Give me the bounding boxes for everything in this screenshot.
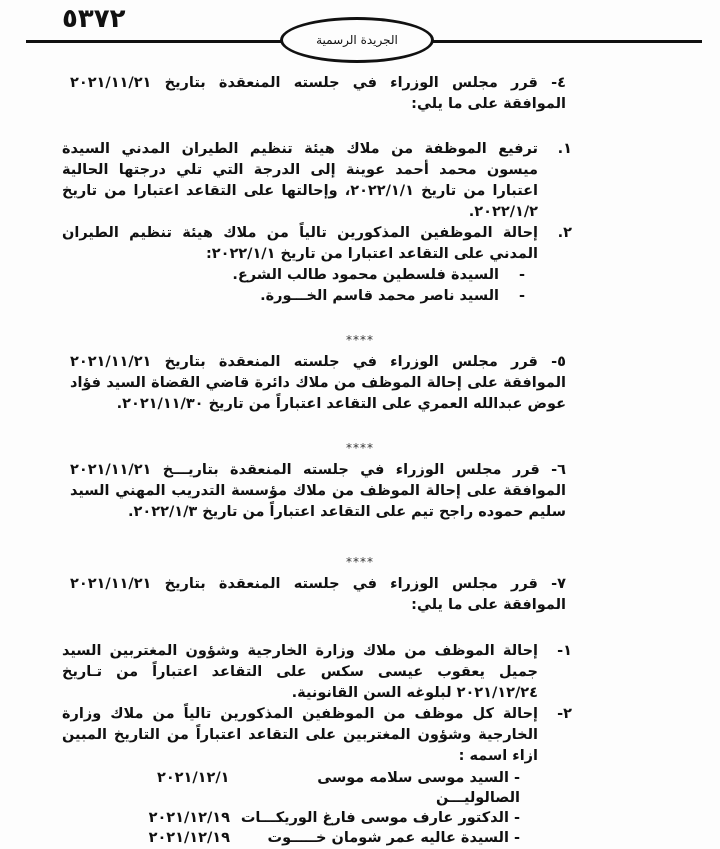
separator: **** [346, 333, 374, 347]
decision-4-item [62, 223, 572, 265]
page-number: ٥٣٧٢ [62, 4, 126, 34]
decision-4-item [62, 139, 572, 223]
item-text: إحالة الموظفين المذكورين تالياً من ملاك هيئة تنظيم الطيران المدني على التقاعد اعتبارا من تاريخ ٢٠٢٢/١/١: [62, 225, 538, 262]
item-text: ترفيع الموظفة من ملاك هيئة تنظيم الطيران المدني السيدة ميسون محمد أحمد عوينة إلى الدرجة التي تلي درجتها الحالية اعتبارا من تاريخ ٢٠٢٢/١/١، وإحالتها على التقاعد اعتبارا من تاريخ ٢٠٢٢/١/٢. [62, 141, 538, 220]
name-date-row [120, 808, 520, 828]
decision-7-item [62, 641, 572, 704]
item-number: ٢- [557, 706, 572, 722]
person-name: - الدكتور عارف موسى فارغ الوريكـــات [240, 810, 520, 826]
item-number: ٢. [557, 225, 572, 241]
decision-6 [70, 460, 566, 523]
decision-7-item [62, 704, 572, 767]
decision-4-intro: ٤- قرر مجلس الوزراء في جلسته المنعقدة بتاريخ ٢٠٢١/١١/٢١ الموافقة على ما يلي: [70, 75, 566, 112]
decision-4-names [232, 265, 525, 307]
name-row: - السيدة فلسطين محمود طالب الشرع. [232, 265, 525, 286]
person-name: - السيدة عاليه عمر شومان خـــــوت [267, 830, 520, 846]
header-rule-right [432, 40, 702, 43]
name-date-row [120, 768, 520, 808]
person-name: السيد ناصر محمد قاسم الخـــورة. [260, 288, 499, 304]
item-text: إحالة الموظف من ملاك وزارة الخارجية وشؤون المغتربين السيد جميل يعقوب عيسى سكس على التقاعد اعتباراً من تـاريخ ٢٠٢١/١٢/٢٤ لبلوغه السن القانونية. [62, 643, 538, 701]
separator: **** [346, 555, 374, 569]
decision-5 [70, 352, 566, 415]
decision-5-text: ٥- قرر مجلس الوزراء في جلسته المنعقدة بتاريخ ٢٠٢١/١١/٢١ الموافقة على إحالة الموظف من ملاك دائرة قاضي القضاة السيد فؤاد عوض عبدالله العمري على التقاعد اعتباراً من تاريخ ٢٠٢١/١١/٣٠. [70, 354, 566, 412]
item-text: إحالة كل موظف من الموظفين المذكورين تالياً من ملاك وزارة الخارجية وشؤون المغتربين على التقاعد اعتباراً من التاريخ المبين ازاء اسمه : [62, 706, 538, 764]
header-rule-left [26, 40, 282, 43]
retirement-date: ٢٠٢١/١٢/١٩ [148, 830, 230, 846]
decision-6-text: ٦- قرر مجلس الوزراء في جلسته المنعقدة بتاريـــخ ٢٠٢١/١١/٢١ الموافقة على إحالة الموظف من ملاك مؤسسة التدريب المهني السيد سليم حموده راجح تيم على التقاعد اعتباراً من تاريخ ٢٠٢٢/١/٣. [70, 462, 566, 520]
gazette-title-badge [280, 17, 434, 63]
decision-4 [70, 73, 566, 115]
decision-7-names [120, 768, 520, 848]
retirement-date: ٢٠٢١/١٢/١٩ [148, 810, 230, 826]
name-row: - السيد ناصر محمد قاسم الخـــورة. [232, 286, 525, 307]
person-name: السيدة فلسطين محمود طالب الشرع. [232, 267, 499, 283]
decision-4-items [62, 139, 572, 265]
decision-7-intro: ٧- قرر مجلس الوزراء في جلسته المنعقدة بتاريخ ٢٠٢١/١١/٢١ الموافقة على ما يلي: [70, 576, 566, 613]
gazette-title: الجريدة الرسمية [316, 33, 398, 47]
person-name: - السيد موسى سلامه موسى الصالوليـــن [317, 770, 520, 806]
decision-7 [70, 574, 566, 616]
decision-7-items [62, 641, 572, 767]
retirement-date: ٢٠٢١/١٢/١ [156, 770, 230, 786]
name-date-row [120, 828, 520, 848]
separator: **** [346, 441, 374, 455]
item-number: ١. [557, 141, 572, 157]
item-number: ١- [557, 643, 572, 659]
